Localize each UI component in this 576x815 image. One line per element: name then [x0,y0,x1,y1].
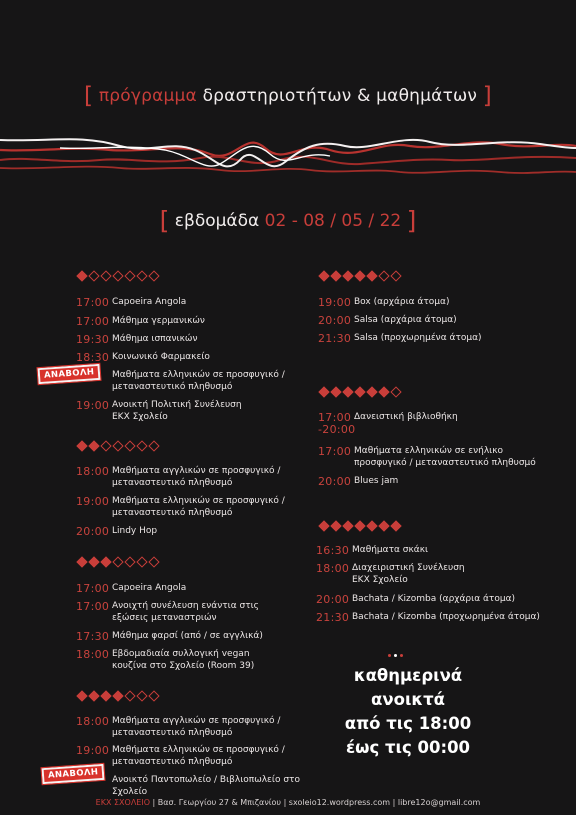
event: 17:00 Μαθήματα ελληνικών σε ενήλικο προσφυγικό / μεταναστευτικό πληθυσμό [318,445,536,468]
event: 16:30 Μαθήματα σκάκι [316,544,429,557]
event: 18:00 Διαχειριστική Συνέλευση ΕΚΧ Σχολείο [316,562,465,585]
daily-hours-block: καθημερινά ανοικτά από τις 18:00 έως τις 00:00 [344,666,472,757]
event: Ανοικτό Παντοπωλείο / Βιβλιοπωλείο στο Σχολείο [112,775,300,797]
event: 20:00 Salsa (αρχάρια άτομα) [318,314,457,327]
day-marker-6 [320,386,400,398]
decorative-waves [0,120,576,192]
event: 20:00 Blues jam [318,475,399,488]
event: 19:00 Μαθήματα ελληνικών σε προσφυγικό / μεταναστευτικό πληθυσμό [76,744,285,767]
page-title: [ πρόγραμμα δραστηριοτήτων & μαθημάτων ] [84,83,492,109]
title-red-part: πρόγραμμα [98,86,197,106]
event: 17:30 Μάθημα φαρσί (από / σε αγγλικά) [76,630,263,643]
event: 17:00 Μάθημα γερμανικών [76,315,205,328]
event: 18:00 Μαθήματα αγγλικών σε προσφυγικό / μεταναστευτικό πληθυσμό [76,465,281,488]
day-marker-3 [78,556,158,568]
week-label: εβδομάδα [174,211,260,231]
event: 19:00 Μαθήματα ελληνικών σε προσφυγικό / μεταναστευτικό πληθυσμό [76,495,285,518]
week-dates: 02 - 08 / 05 / 22 [264,211,402,231]
event: 17:00 Ανοιχτή συνέλευση ενάντια στις εξώσεις μεταναστριών [76,600,259,623]
day-marker-7 [320,520,400,532]
event: 18:00 Μαθήματα αγγλικών σε προσφυγικό / μεταναστευτικό πληθυσμό [76,715,281,738]
event: 20:00 Lindy Hop [76,525,158,538]
event: 21:30 Salsa (προχωρημένα άτομα) [318,332,482,345]
footer [0,798,576,807]
footer-org: ΕΚΧ ΣΧΟΛΕΙΟ [95,798,150,807]
footer-address: | Βασ. Γεωργίου 27 & Μπιζανίου | sxoleio12.wordpress.com | libre12o@gmail.com [152,798,481,807]
day-marker-5 [320,270,400,282]
day-marker-1 [78,270,158,282]
event: 17:00 Capoeira Angola [76,582,187,595]
event: 17:00 Capoeira Angola [76,296,187,309]
day-marker-2 [78,440,158,452]
postponed-tag: ΑΝΑΒΟΛΗ [38,364,101,384]
event: 21:30 Bachata / Kizomba (προχωρημένα άτομα) [316,611,540,624]
event: Μαθήματα ελληνικών σε προσφυγικό / μεταναστευτικό πληθυσμό [112,370,285,392]
event: 17:00 -20:00 Δανειστική βιβλιοθήκη [318,411,458,436]
week-heading: [ εβδομάδα 02 - 08 / 05 / 22 ] [159,206,417,235]
decorative-dots [388,654,403,657]
event: 19:00 Ανοικτή Πολιτική Συνέλευση ΕΚΧ Σχολείο [76,399,242,422]
title-white-part: δραστηριοτήτων & μαθημάτων [202,86,478,106]
event: 19:00 Box (αρχάρια άτομα) [318,296,450,309]
event: 18:30 Κοινωνικό Φαρμακείο [76,351,210,364]
event: 18:00 Εβδομαδιαία συλλογική vegan κουζίνα στο Σχολείο (Room 39) [76,648,255,671]
postponed-tag: ΑΝΑΒΟΛΗ [42,764,105,784]
event: 20:00 Bachata / Kizomba (αρχάρια άτομα) [316,593,516,606]
event: 19:30 Μάθημα ισπανικών [76,333,198,346]
day-marker-4 [78,690,158,702]
